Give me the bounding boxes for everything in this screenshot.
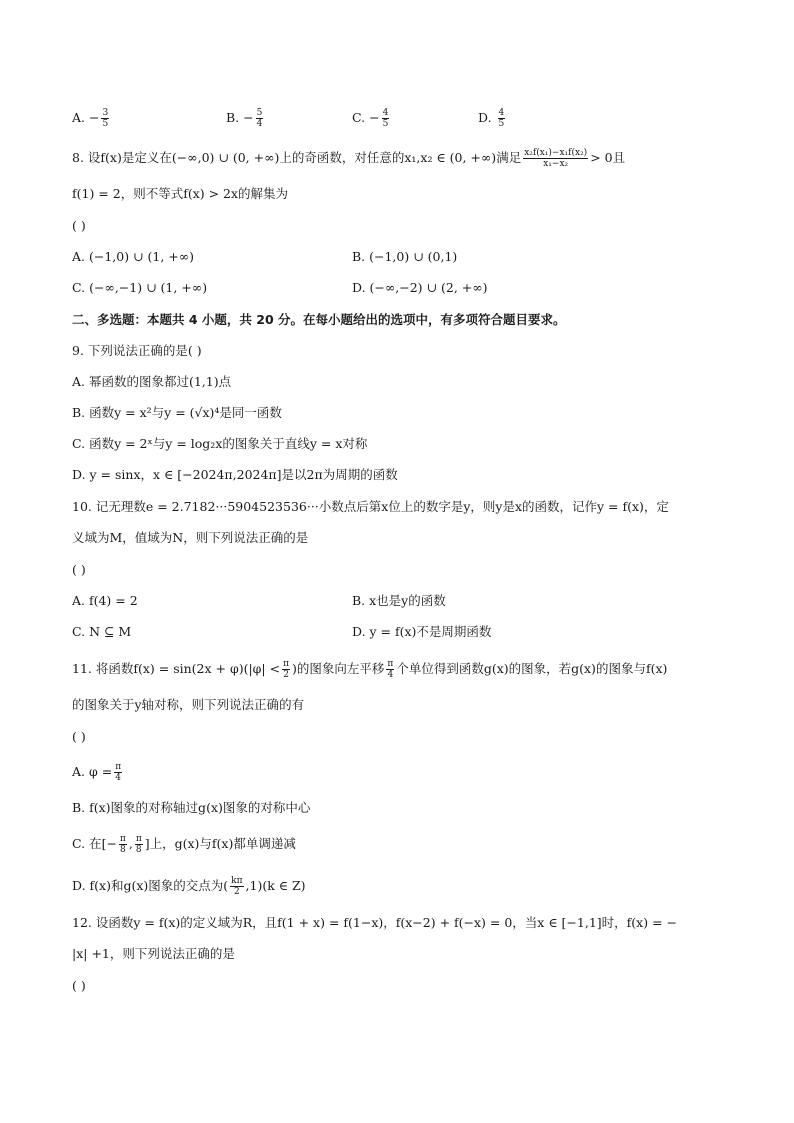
fraction [386, 659, 394, 680]
q11-stem-line2: 的图象关于y轴对称，则下列说法正确的有 [72, 697, 305, 712]
q8-stem-line1 [72, 148, 720, 169]
option-text: D. f(x)和g(x)图象的交点为( [72, 878, 229, 893]
minus-sign: − [243, 110, 254, 125]
q9-option-a: A. 幂函数的图象都过(1,1)点 [72, 374, 232, 389]
denominator: x₁−x₂ [543, 159, 569, 169]
q11-answer-paren: ( ) [72, 729, 86, 744]
q10-stem-line1: 10. 记无理数e = 2.7182···5904523536···小数点后第x位上的数字是y，则y是x的函数，记作y = f(x)，定 [72, 499, 669, 514]
fraction [119, 834, 127, 855]
numerator: 3 [102, 108, 109, 118]
fraction [282, 659, 290, 680]
q11-option-d [72, 876, 720, 897]
q7-option-b [226, 108, 265, 129]
option-text: A. φ = [72, 764, 113, 779]
q11-option-a [72, 762, 720, 783]
numerator: 4 [382, 108, 389, 118]
q7-option-a [72, 108, 111, 129]
fraction [523, 148, 588, 169]
q10-answer-paren: ( ) [72, 562, 86, 577]
denominator: 5 [382, 119, 389, 129]
q8-option-c: C. (−∞,−1) ∪ (1, +∞) [72, 280, 208, 295]
numerator: π [115, 762, 122, 772]
numerator: x₂f(x₁)−x₁f(x₂) [524, 148, 588, 158]
denominator: 4 [115, 773, 122, 783]
q7-option-c [352, 108, 391, 129]
q8-option-b: B. (−1,0) ∪ (0,1) [352, 249, 458, 264]
fraction [256, 108, 264, 129]
q8-option-a: A. (−1,0) ∪ (1, +∞) [72, 249, 195, 264]
option-text: ]上，g(x)与f(x)都单调递减 [144, 836, 296, 851]
denominator: 2 [283, 670, 289, 680]
q10-option-c: C. N ⊆ M [72, 624, 132, 639]
denominator: 5 [102, 119, 109, 129]
option-label: C. [352, 110, 366, 125]
option-text: ,1)(k ∈ Z) [245, 878, 306, 893]
stem-text: 个单位得到函数g(x)的图象，若g(x)的图象与f(x) [396, 661, 668, 676]
stem-text: 11. 将函数f(x) = sin(2x + φ)(|φ| < [72, 661, 281, 676]
q11-option-b: B. f(x)图象的对称轴过g(x)图象的对称中心 [72, 800, 311, 815]
q11-stem-line1 [72, 659, 720, 680]
option-label: A. [72, 110, 86, 125]
numerator: 4 [498, 108, 505, 118]
numerator: kπ [231, 876, 243, 886]
option-label: D. [478, 110, 492, 125]
q7-option-d [478, 108, 507, 129]
numerator: π [119, 834, 126, 844]
fraction [135, 834, 143, 855]
denominator: 2 [233, 887, 240, 897]
q10-option-a: A. f(4) = 2 [72, 593, 138, 608]
stem-text: > 0且 [590, 150, 626, 165]
numerator: π [387, 659, 394, 669]
denominator: 4 [256, 119, 263, 129]
denominator: 5 [498, 119, 505, 129]
minus-sign: − [369, 110, 380, 125]
q10-option-d: D. y = f(x)不是周期函数 [352, 624, 492, 639]
numerator: π [135, 834, 142, 844]
q8-stem-line2: f(1) = 2，则不等式f(x) > 2x的解集为 [72, 186, 289, 201]
numerator: π [283, 659, 290, 669]
option-text: C. 在[− [72, 836, 117, 851]
fraction [114, 762, 122, 783]
q11-option-c [72, 834, 720, 855]
q9-stem: 9. 下列说法正确的是( ) [72, 343, 202, 358]
stem-text: 8. 设f(x)是定义在(−∞,0) ∪ (0, +∞)上的奇函数，对任意的x₁,x₂ ∈ (0, +∞)满足 [72, 150, 522, 165]
q9-option-c: C. 函数y = 2ˣ与y = log₂x的图象关于直线y = x对称 [72, 436, 368, 451]
q12-stem-line2: |x| +1，则下列说法正确的是 [72, 946, 235, 961]
numerator: 5 [256, 108, 263, 118]
fraction [382, 108, 390, 129]
q12-stem-line1: 12. 设函数y = f(x)的定义域为R，且f(1 + x) = f(1−x)，f(x−2) + f(−x) = 0，当x ∈ [−1,1]时，f(x) = − [72, 915, 677, 930]
fraction [230, 876, 243, 897]
fraction [101, 108, 109, 129]
fraction [498, 108, 506, 129]
option-label: B. [226, 110, 240, 125]
q9-option-d: D. y = sinx，x ∈ [−2024π,2024π]是以2π为周期的函数 [72, 467, 398, 482]
minus-sign: − [89, 110, 100, 125]
separator: , [128, 836, 133, 851]
denominator: 8 [135, 845, 142, 855]
q9-option-b: B. 函数y = x²与y = (√x)⁴是同一函数 [72, 405, 282, 420]
denominator: 8 [120, 845, 126, 855]
stem-text: )的图象向左平移 [292, 661, 385, 676]
denominator: 4 [387, 670, 394, 680]
section-heading: 二、多选题：本题共 4 小题，共 20 分。在每小题给出的选项中，有多项符合题目要求。 [72, 312, 566, 327]
q12-answer-paren: ( ) [72, 978, 86, 993]
q8-answer-paren: ( ) [72, 218, 86, 233]
q10-option-b: B. x也是y的函数 [352, 593, 446, 608]
q8-option-d: D. (−∞,−2) ∪ (2, +∞) [352, 280, 488, 295]
q10-stem-line2: 义域为M，值域为N，则下列说法正确的是 [72, 530, 309, 545]
